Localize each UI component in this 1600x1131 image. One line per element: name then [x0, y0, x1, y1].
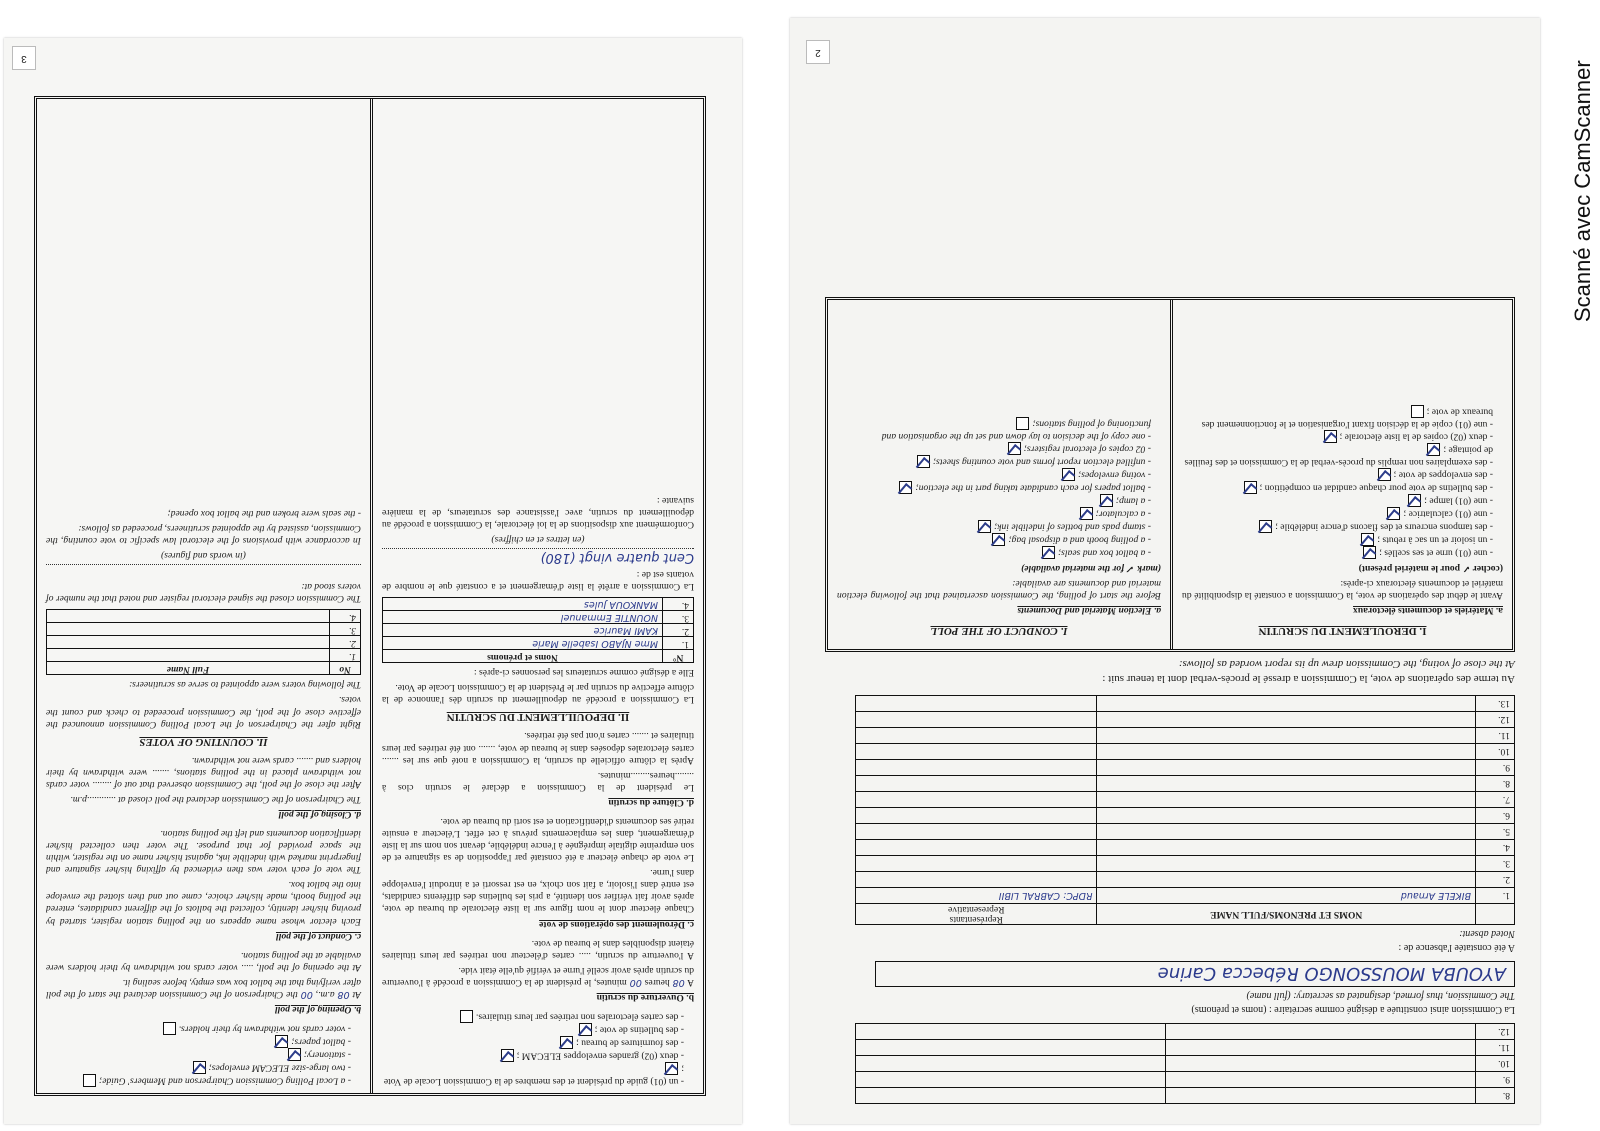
- table-row: [856, 1024, 1515, 1040]
- checkbox-icon: [579, 1023, 592, 1036]
- material-en-item: [46, 1061, 351, 1074]
- member-name: [1166, 1072, 1476, 1088]
- checkbox-icon: [1062, 468, 1075, 481]
- row-number: 1.: [1476, 888, 1515, 904]
- opening-text-en: At 08 a.m., 00 the Chairperson of the Commission declared the start of the poll after verifying that the ballot box was empty, before sealing it.: [46, 976, 361, 1000]
- counting-p5-en: - the seals were broken and the ballot box opened;: [167, 508, 361, 520]
- material-check-fr-item: [1182, 430, 1493, 443]
- representative-name: [1097, 712, 1476, 728]
- checkbox-icon: [1361, 533, 1374, 546]
- representative-party: [856, 856, 1097, 872]
- conduct-p1-fr: Chaque électeur dont le nom figure sur la liste électorale du bureau de vote, après avoir fait vérifier son identité, a pris les bulletins des différents candidats, est entré dans l'isoloir, a fait son choix, en est ressorti et a introduit l'enveloppe dans l'urne.: [382, 867, 694, 915]
- material-check-en-item-label: 02 copies of electoral registers;: [1023, 443, 1146, 455]
- material-check-en-item-label: ballot papers for each candidate taking part in the election;: [915, 482, 1146, 494]
- table-row: [856, 824, 1515, 840]
- material-check-en-item-label: a ballot box and seals;: [1058, 547, 1146, 559]
- checkbox-icon: [1244, 481, 1257, 494]
- representative-party: [856, 808, 1097, 824]
- materials-hint-en: (mark ✓ for the material available): [1021, 562, 1161, 574]
- representative-party: [856, 792, 1097, 808]
- row-number: 6.: [1476, 808, 1515, 824]
- row-number: 4.: [330, 610, 361, 623]
- material-check-en-item-label: a calculator;: [1095, 508, 1146, 520]
- row-number: 12.: [1476, 712, 1515, 728]
- row-number: 11.: [1476, 1040, 1515, 1056]
- secretary-name-box: [875, 961, 1515, 987]
- row-number: 3.: [1476, 856, 1515, 872]
- row-number: 1.: [663, 637, 694, 650]
- material-check-fr-item-label: des enveloppes de vote ;: [1393, 469, 1488, 481]
- absent-fr: A été constatée l'absence de :: [1398, 942, 1515, 953]
- counting-p3-fr: La Commission a arrêté la liste d'émargement et a constaté que le nombre de votants est de :: [382, 569, 694, 593]
- representative-name: [1097, 760, 1476, 776]
- conduct-frame: [825, 297, 1515, 652]
- checkbox-icon: [1008, 442, 1021, 455]
- closing-p1-en: The Chairperson of the Commission declared the poll closed at ............p.m.: [70, 793, 361, 805]
- representative-party: [856, 840, 1097, 856]
- scrutineer-name: [47, 610, 330, 623]
- representative-name: [1097, 840, 1476, 856]
- row-number: 10.: [1476, 1056, 1515, 1072]
- table-row: [47, 649, 361, 662]
- row-number: 9.: [1476, 1072, 1515, 1088]
- representative-party: [856, 744, 1097, 760]
- material-check-fr-item-label: une (01) copie de la décision fixant l'organisation et le fonctionnement des bureaux de vote ;: [1201, 405, 1493, 430]
- material-check-en-item-label: stamp pads and bottles of indelible ink;: [994, 521, 1146, 533]
- representative-party: [856, 776, 1097, 792]
- report-intro-fr: Au terme des opérations de vote, la Commission a dressé le procès-verbal dont la teneur suit :: [1102, 673, 1515, 685]
- secretary-en: The Commission, thus formed, designated as secretary: (full name): [1246, 990, 1515, 1001]
- table-row: [856, 696, 1515, 712]
- material-fr-item-label: un (01) guide du président et des membres de la Commission Locale de Vote ;: [383, 1063, 684, 1087]
- row-number: 3.: [330, 623, 361, 636]
- scrutineer-name: MANKOUA Jules: [383, 598, 663, 611]
- material-fr-item-label: des fournitures de bureau ;: [576, 1037, 679, 1049]
- material-en-item: [46, 1022, 351, 1035]
- row-number: 10.: [1476, 744, 1515, 760]
- table-row: [856, 808, 1515, 824]
- checkbox-icon: [1324, 430, 1337, 443]
- material-check-fr-item: [1182, 507, 1493, 520]
- counting-heading-en: II. COUNTING OF VOTES: [139, 735, 268, 748]
- table-row: [856, 712, 1515, 728]
- member-name: [1166, 1056, 1476, 1072]
- representative-party: [856, 728, 1097, 744]
- member-name: [1166, 1024, 1476, 1040]
- material-check-en-item-label: a lamp;: [1115, 495, 1146, 507]
- material-check-fr-item-label: une (01) lampe ;: [1424, 495, 1488, 507]
- table-row: [856, 1088, 1515, 1104]
- material-en-item-label: ballot papers;: [291, 1036, 346, 1048]
- conduct-english-column: [828, 300, 1170, 649]
- right-page: [790, 18, 1540, 1124]
- secretary-name: AYOUBA MOUSSONGO Rébecca Carine: [1157, 963, 1506, 984]
- table-row: [856, 840, 1515, 856]
- material-check-fr-item-label: une (01) urne et ses scellés ;: [1379, 547, 1488, 559]
- opening-heading-en: b. Opening of the poll: [274, 1004, 361, 1015]
- checkbox-icon: [560, 1036, 573, 1049]
- member-role: [856, 1072, 1166, 1088]
- member-role: [856, 1056, 1166, 1072]
- checkbox-icon: [460, 1010, 473, 1023]
- checkbox-icon: [1427, 443, 1440, 456]
- table-row: [856, 792, 1515, 808]
- material-check-fr-item: [1182, 443, 1493, 468]
- table-row: [856, 1072, 1515, 1088]
- page-number-2: 2: [806, 40, 830, 64]
- counting-p1-fr: La Commission a procédé au dépouillement du scrutin dès l'annonce de la clôture effective du scrutin par le Président de la Commission Locale de Vote.: [382, 682, 694, 706]
- closing-heading-en: d. Closing of the poll: [278, 808, 361, 820]
- left-page-rotated-content: [4, 38, 742, 1124]
- materials-heading-en: a. Election Material and Documents: [1017, 605, 1161, 617]
- table-row: [856, 776, 1515, 792]
- counting-p2-en: The following voters were appointed to serve as scrutineers:: [129, 679, 361, 691]
- representative-name: [1097, 808, 1476, 824]
- checkbox-icon: [193, 1061, 206, 1074]
- representative-party: [856, 760, 1097, 776]
- voters-hint-en: (in words and figures): [161, 550, 246, 562]
- material-en-item-label: two large-size ELECAM envelopes;: [208, 1062, 346, 1074]
- row-number: 7.: [1476, 792, 1515, 808]
- row-number: 4.: [1476, 840, 1515, 856]
- table-row: [383, 624, 694, 637]
- checkbox-icon: [275, 1035, 288, 1048]
- material-check-fr-item-label: deux (02) copies de la liste électorale ;: [1339, 431, 1488, 443]
- material-check-fr-item-label: des bulletins de vote pour chaque candidat en compétition ;: [1259, 482, 1488, 494]
- table-row: [856, 744, 1515, 760]
- opening-cards-en: At the opening of the poll, ..... voter cards not withdrawn by their holders were available at the polling station.: [46, 949, 361, 973]
- scrutineer-name: [47, 623, 330, 636]
- checkbox-icon: [899, 481, 912, 494]
- right-page-rotated-content: [790, 18, 1540, 1124]
- member-role: [856, 1088, 1166, 1104]
- row-number: 5.: [1476, 824, 1515, 840]
- material-check-en-item-label: unfilled election report forms and vote counting sheets;: [932, 456, 1146, 468]
- members-table-continued: [855, 1023, 1515, 1104]
- french-column: [370, 99, 703, 1093]
- table-row: [383, 611, 694, 624]
- table-row: [47, 623, 361, 636]
- material-check-en-item: [837, 494, 1151, 507]
- member-role: [856, 1040, 1166, 1056]
- checkbox-icon: [1042, 546, 1055, 559]
- material-check-fr-item: [1182, 533, 1493, 546]
- material-check-en-item: [837, 533, 1151, 546]
- row-number: 4.: [663, 598, 694, 611]
- materials-hint-fr: (cocher ✓ pour le matériel présent): [1358, 562, 1503, 574]
- row-number: 2.: [663, 624, 694, 637]
- representative-name: [1097, 824, 1476, 840]
- material-check-en-item: [837, 520, 1151, 533]
- table-row: [856, 888, 1515, 904]
- member-name: [1166, 1040, 1476, 1056]
- row-number: 2.: [330, 636, 361, 649]
- checkbox-icon: [992, 533, 1005, 546]
- checkbox-icon: [83, 1074, 96, 1087]
- material-check-fr-item: [1182, 546, 1493, 559]
- english-column: [37, 99, 370, 1093]
- checkbox-icon: [1080, 507, 1093, 520]
- scrutineer-name: KAMI Maurice: [383, 624, 663, 637]
- row-number: 11.: [1476, 728, 1515, 744]
- material-check-en-item-label: a polling booth and a disposal bag;: [1008, 534, 1146, 546]
- material-check-en-item-label: one copy of the decision to lay down and set up the organisation and functioning of polling stations;: [881, 418, 1151, 442]
- row-number: 8.: [1476, 776, 1515, 792]
- opening-hour-en: 08: [337, 988, 350, 1000]
- row-number: 1.: [330, 649, 361, 662]
- material-en-item-label: a Local Polling Commission Chairperson and Members' Guide;: [98, 1075, 346, 1087]
- materials-heading-fr: a. Matériels et documents électoraux: [1353, 605, 1503, 617]
- conduct-heading-en: I. CONDUCT OF THE POLL: [930, 625, 1068, 637]
- materials-intro-en: Before the start of polling, the Commission ascertained that the following election material and documents are available:: [837, 577, 1161, 602]
- table-row: [856, 856, 1515, 872]
- counting-p4-en: In accordance with provisions of the electoral law specific to vote counting, the Commission, assisted by the appointed scrutineers, proceeded as follows:: [46, 523, 361, 547]
- table-row: [856, 1056, 1515, 1072]
- material-fr-item: [382, 1023, 684, 1036]
- material-check-en-item: [837, 481, 1151, 494]
- table-row: [856, 872, 1515, 888]
- form-frame: [34, 96, 706, 1096]
- conduct-p2-en: The vote of each voter was then evidenced by affixing his/her signature and fingerprint marked with indelible ink, against his/her name on the register, within the space provided for that purpose. The voter then collected his/her identification documents and left the polling station.: [46, 827, 361, 876]
- conduct-heading-fr: c. Déroulement des opérations de vote: [539, 918, 694, 930]
- opening-heading-fr: b. Ouverture du scrutin: [596, 991, 694, 1003]
- checkbox-icon: [1408, 494, 1421, 507]
- material-fr-item-label: deux (02) grandes enveloppes ELECAM ;: [516, 1050, 679, 1062]
- representative-name: [1097, 728, 1476, 744]
- checkbox-icon: [1411, 405, 1424, 418]
- camscanner-watermark: Scanné avec CamScanner: [1570, 60, 1595, 322]
- conduct-heading-fr: I. DEROULEMENT DU SCRUTIN: [1258, 625, 1427, 637]
- counting-p3-en: The Commission closed the signed electoral register and noted that the number of voters stood at:: [46, 581, 361, 605]
- representative-name: [1097, 696, 1476, 712]
- scrutineer-name: [47, 649, 330, 662]
- abs-header-name: NOMS ET PRENOMS/FULL NAME: [1097, 904, 1476, 925]
- opening-cards-fr: A l'ouverture du scrutin, ..... cartes d'électeur non retirées par leurs titulaires étaient disponibles dans le bureau de vote.: [382, 937, 694, 961]
- scrutineer-name: [47, 636, 330, 649]
- row-number: 8.: [1476, 1088, 1515, 1104]
- material-check-fr-item-label: une (01) calculatrice ;: [1403, 508, 1488, 520]
- checkbox-icon: [978, 520, 991, 533]
- row-number: 12.: [1476, 1024, 1515, 1040]
- row-number: 9.: [1476, 760, 1515, 776]
- checkbox-icon: [1388, 507, 1401, 520]
- materials-checklist-en: [837, 417, 1161, 559]
- row-number: 2.: [1476, 872, 1515, 888]
- counting-p2-fr: Elle a désigné comme scrutateurs les personnes ci-après :: [473, 667, 694, 679]
- representatives-table: [855, 695, 1515, 925]
- materials-checklist-fr: [1182, 405, 1503, 559]
- scrutineer-name: Mme NJABO Isabelle Marie: [383, 637, 663, 650]
- checkbox-icon: [917, 455, 930, 468]
- right-page-body: [815, 297, 1515, 1104]
- checkbox-icon: [1016, 417, 1029, 430]
- material-en-item-label: voter cards not withdrawn by their holders.: [178, 1023, 346, 1035]
- voters-hint-fr: (en lettres et en chiffres): [491, 533, 585, 545]
- material-check-en-item: [837, 442, 1151, 455]
- conduct-p2-fr: Le vote de chaque électeur a été constaté par l'apposition de sa signature et de son empreinte digitale imprégnée à l'encre indélébile, devant son nom sur la liste d'émargement, dans les emplacements prévus à cet effet. L'électeur a ensuite retiré ses documents d'identification et est sorti du bureau de vote.: [382, 815, 694, 864]
- counting-heading-fr: II. DEPOUILLEMENT DU SCRUTIN: [446, 711, 630, 724]
- checkbox-icon: [665, 1062, 678, 1075]
- checkbox-icon: [1100, 494, 1113, 507]
- scrutineers-table-fr: N° Noms et prénoms 1. Mme NJABO Isabelle Marie 2. KAMI Maurice 3. NOUNTIE Emmanuel 4. MANKOUA Jules: [382, 597, 694, 663]
- material-check-fr-item: [1182, 494, 1493, 507]
- table-row: [856, 1040, 1515, 1056]
- table-row: [47, 610, 361, 623]
- opening-text-fr: A 08 heures 00 minutes, le président de la Commission a procédé à l'ouverture du scrutin après avoir scellé l'urne et vérifié qu'elle était vide.: [382, 964, 694, 988]
- scrutineer-name: NOUNTIE Emmanuel: [383, 611, 663, 624]
- absent-en: Noted absent:: [1459, 928, 1515, 939]
- row-number: 13.: [1476, 696, 1515, 712]
- representative-party: [856, 696, 1097, 712]
- representative-party: RDPC: CABRAL LIBII: [856, 888, 1097, 904]
- representative-name: BIKELE Arnaud: [1097, 888, 1476, 904]
- table-row: [856, 728, 1515, 744]
- row-number: 3.: [663, 611, 694, 624]
- opening-minutes-en: 00: [300, 988, 313, 1000]
- checkbox-icon: [1259, 520, 1272, 533]
- material-fr-item-label: des bulletins de vote ;: [594, 1024, 679, 1036]
- counting-p1-en: Right after the Chairperson of the Local Polling Commission announced the effective close of the poll, the Commission proceeded to check and count the votes.: [46, 694, 361, 730]
- checkbox-icon: [1378, 468, 1391, 481]
- material-check-fr-item: [1182, 520, 1493, 533]
- material-en-item: [46, 1035, 351, 1048]
- scrutineers-table-en: No Full Name 1. 2. 3. 4.: [46, 610, 361, 676]
- material-fr-item: [382, 1062, 684, 1087]
- secretary-fr: La Commission ainsi constituée a désigné comme secrétaire : (noms et prénoms): [1191, 1004, 1515, 1015]
- conduct-french-column: [1170, 300, 1512, 649]
- left-page: [4, 38, 742, 1124]
- representative-name: [1097, 776, 1476, 792]
- material-check-fr-item-label: un isoloir et un sac à rebuts ;: [1377, 534, 1488, 546]
- abs-header-rep: Représentants Representative: [856, 904, 1097, 925]
- material-check-en-item: [837, 455, 1151, 468]
- representative-party: [856, 712, 1097, 728]
- material-fr-item: [382, 1010, 684, 1023]
- materials-intro-fr: Avant le début des opérations de vote, la Commission a constaté la disponibilité du matériel et documents électoraux ci-après:: [1182, 577, 1503, 602]
- table-row: [383, 598, 694, 611]
- conduct-heading-en: c. Conduct of the poll: [275, 930, 361, 942]
- representative-name: [1097, 856, 1476, 872]
- material-en-item-label: stationery;: [303, 1049, 346, 1061]
- materials-list-en: [46, 1022, 361, 1087]
- representative-name: [1097, 872, 1476, 888]
- closing-p2-en: After the close of the poll, the Commission observed that out of ........ voter cards not withdrawn placed in the polling stations, ....... were withdrawn by their holders and ....... cards were not withdrawn.: [46, 754, 361, 790]
- material-check-fr-item-label: des exemplaires non remplis du procès-verbal de la Commission et des feuilles de pointage ;: [1184, 444, 1493, 468]
- material-fr-item: [382, 1036, 684, 1049]
- representative-name: [1097, 792, 1476, 808]
- page-number: 3: [12, 46, 36, 70]
- voters-count-fr: Cent quatre vingt (180): [382, 548, 694, 565]
- table-row: [856, 760, 1515, 776]
- representative-party: [856, 872, 1097, 888]
- material-check-fr-item: [1182, 405, 1493, 430]
- counting-p4-fr: Conformément aux dispositions de la loi électorale, la Commission a procédé au dépouillement du scrutin, avec l'assistance des scrutateurs, de la manière suivante :: [382, 494, 694, 530]
- table-row: [383, 637, 694, 650]
- conduct-p1-en: Each elector whose name appears on the polling station register, started by proving his/her identity, collected the ballots of the different candidates, entered the polling booth, made his/her choice, came out and then slotted the envelope into the ballot box.: [46, 879, 361, 927]
- material-check-fr-item: [1182, 481, 1493, 494]
- material-check-en-item: [837, 417, 1151, 442]
- table-row: [47, 636, 361, 649]
- closing-p1-fr: Le président de la Commission a déclaré le scrutin clos à ........heures........minutes.: [382, 769, 694, 793]
- opening-minutes-fr: 00: [629, 976, 642, 988]
- closing-heading-fr: d. Clôture du scrutin: [608, 796, 694, 808]
- material-en-item: [46, 1048, 351, 1061]
- representative-party: [856, 824, 1097, 840]
- opening-hour-fr: 08: [672, 976, 685, 988]
- checkbox-icon: [288, 1048, 301, 1061]
- checkbox-icon: [501, 1049, 514, 1062]
- checkbox-icon: [163, 1022, 176, 1035]
- material-fr-item-label: des cartes électorales non retirées par leurs titulaires.: [475, 1011, 679, 1023]
- voters-line-en: [46, 564, 361, 577]
- member-role: [856, 1024, 1166, 1040]
- member-name: [1166, 1088, 1476, 1104]
- material-check-fr-item: [1182, 468, 1493, 481]
- material-check-fr-item-label: des tampons encreurs et des flacons d'encre indélébile ;: [1275, 521, 1488, 533]
- report-intro-en: At the close of voting, the Commission drew up its report worded as follows:: [1178, 658, 1515, 670]
- material-check-en-item: [837, 468, 1151, 481]
- materials-list-fr: [382, 1010, 694, 1087]
- representative-name: [1097, 744, 1476, 760]
- material-fr-item: [382, 1049, 684, 1062]
- closing-p2-fr: Après la clôture officielle du scrutin, la Commission a noté que sur les ....... cartes électorales déposées dans le bureau de vote, ....... ont été retirées par leurs titulaires et ....... cartes n'ont pas été retirées.: [382, 730, 694, 766]
- material-check-en-item-label: voting envelopes;: [1078, 469, 1146, 481]
